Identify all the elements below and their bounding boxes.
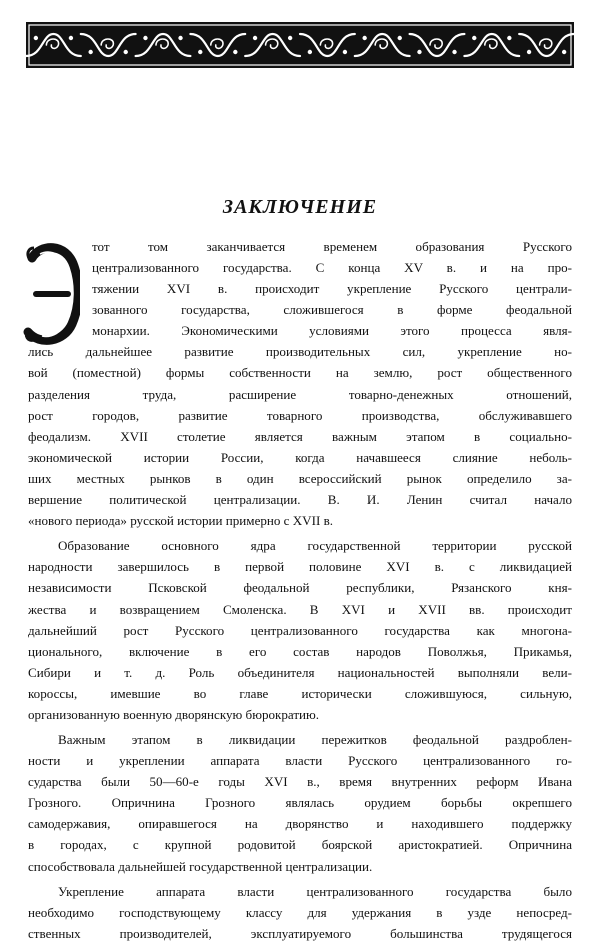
text-line: «нового периода» русской истории примерно с XVII в. [28, 513, 334, 529]
text-line: короссы, имевшие во главе исторически сложившуюся, сильную, [28, 685, 572, 701]
text-line: рост городов, развитие товарного производства, обслуживавшего [28, 407, 572, 423]
text-line: лись дальнейшее развитие производительных сил, укрепление но- [28, 344, 572, 360]
paragraph-2 [28, 535, 572, 725]
text-line: ственных производителей, эксплуатируемого большинства трудящегося [28, 925, 572, 941]
text-line: феодализм. XVII столетие является важным этапом в социально- [28, 428, 572, 444]
text-line: жества и возвращением Смоленска. В XVI и XVII вв. происходит [28, 601, 572, 617]
text-line: монархии. Экономическими условиями этого процесса явля- [92, 323, 572, 339]
paragraph-3 [28, 729, 572, 877]
text-line: тот том заканчивается временем образования Русского [92, 239, 572, 254]
text-line: тяжении XVI в. происходит укрепление Русского централи- [92, 281, 572, 297]
text-line: ционального, включение в его состав народов Поволжья, Прикамья, [28, 643, 572, 659]
text-line: ших местных рынков в один всероссийский рынок определило за- [28, 470, 572, 486]
text-line: организованную военную дворянскую бюрократию. [28, 706, 320, 722]
text-line: вой (поместной) формы собственности на землю, рост общественного [28, 365, 572, 381]
ornament-band-icon [26, 22, 574, 68]
paragraph-1 [28, 236, 572, 531]
text-line: централизованного государства. С конца XV в. и на про- [92, 260, 572, 276]
text-line: вершение политической централизации. В. И. Ленин считал начало [28, 491, 572, 507]
text-line: способствовала дальнейшей государственной централизации. [28, 858, 373, 874]
text-line: независимости Псковской феодальной республики, Рязанского кня- [28, 580, 572, 596]
text-line: самодержавия, опиравшегося на дворянство и находившего поддержку [28, 816, 572, 832]
text-line: Укрепление аппарата власти централизованного государства было [58, 883, 572, 899]
paragraph-4 [28, 881, 572, 944]
page-title: ЗАКЛЮЧЕНИЕ [222, 196, 378, 218]
text-line: Образование основного ядра государственной территории русской [58, 538, 572, 554]
text-line: народности завершилось в первой половине XVI в. с ликвидацией [28, 559, 572, 575]
text-line: зованного государства, сложившегося в форме феодальной [92, 302, 572, 318]
text-line: Грозного. Опричнина Грозного являлась орудием борьбы окрепшего [28, 795, 572, 811]
text-line: Сибири и т. д. Роль объединителя национальностей выполняли вели- [28, 664, 572, 680]
text-line: Важным этапом в ликвидации пережитков феодальной раздроблен- [58, 732, 572, 748]
text-line: дальнейший рост Русского централизованного государства как многона- [28, 622, 572, 638]
text-line: сударства были 50—60-е годы XVI в., время внутренних реформ Ивана [28, 774, 572, 790]
text-line: необходимо господствующему классу для удержания в узде непосред- [28, 904, 572, 920]
text-line: разделения труда, расширение товарно-денежных отношений, [28, 386, 572, 402]
text-line: экономической истории России, когда начавшееся слияние неболь- [28, 449, 572, 465]
text-line: ности и укреплении аппарата власти Русского централизованного го- [28, 753, 572, 769]
text-line: в городах, с крупной родовитой боярской аристократией. Опричнина [28, 837, 572, 853]
